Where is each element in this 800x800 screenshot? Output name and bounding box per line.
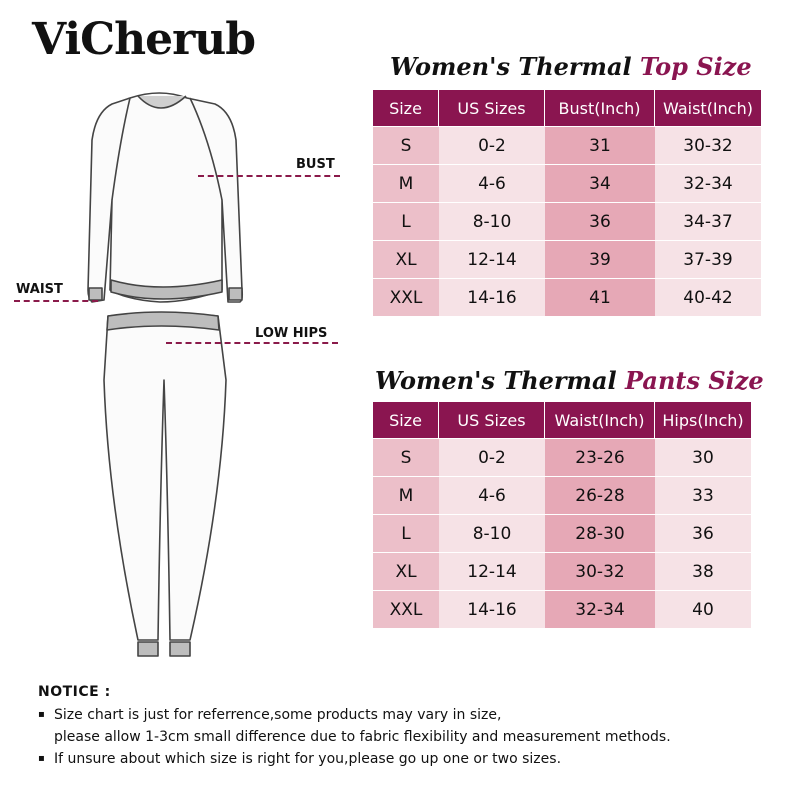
table-cell: 32-34 xyxy=(545,590,655,628)
notice-title: NOTICE : xyxy=(38,684,111,700)
table-cell: 41 xyxy=(545,278,655,316)
pants-table-header-row xyxy=(373,402,751,438)
table-cell: 28-30 xyxy=(545,514,655,552)
table-cell: 34-37 xyxy=(655,202,761,240)
table-cell: S xyxy=(373,126,439,164)
table-row xyxy=(373,240,761,278)
notice-text: Size chart is just for referrence,some products may vary in size, xyxy=(54,707,502,723)
low-hips-label: LOW HIPS xyxy=(255,326,328,341)
table-row xyxy=(373,438,751,476)
table-cell: M xyxy=(373,164,439,202)
column-header: Size xyxy=(373,402,439,438)
table-cell: 30-32 xyxy=(545,552,655,590)
table-cell: 8-10 xyxy=(439,202,545,240)
column-header: Waist(Inch) xyxy=(545,402,655,438)
column-header: Hips(Inch) xyxy=(655,402,751,438)
table-cell: 0-2 xyxy=(439,438,545,476)
top-size-title xyxy=(390,52,752,81)
top-table-header-row xyxy=(373,90,761,126)
bullet-icon: ▪ xyxy=(38,753,45,764)
column-header: Waist(Inch) xyxy=(655,90,761,126)
table-cell: 34 xyxy=(545,164,655,202)
table-cell: 30-32 xyxy=(655,126,761,164)
table-cell: 36 xyxy=(545,202,655,240)
low-hips-line xyxy=(166,342,338,344)
notice-item xyxy=(38,704,778,726)
table-row xyxy=(373,476,751,514)
waist-label: WAIST xyxy=(16,282,63,297)
bullet-icon: ▪ xyxy=(38,709,45,720)
table-cell: 38 xyxy=(655,552,751,590)
table-cell: 37-39 xyxy=(655,240,761,278)
pants-size-table xyxy=(373,402,751,628)
table-cell: 14-16 xyxy=(439,278,545,316)
column-header: Size xyxy=(373,90,439,126)
table-cell: S xyxy=(373,438,439,476)
table-cell: 12-14 xyxy=(439,552,545,590)
table-cell: XXL xyxy=(373,590,439,628)
brand-logo: ViCherub xyxy=(32,14,256,65)
top-table-body xyxy=(373,126,761,316)
table-cell: 23-26 xyxy=(545,438,655,476)
table-cell: 40 xyxy=(655,590,751,628)
table-row xyxy=(373,552,751,590)
pants-table-body xyxy=(373,438,751,628)
table-cell: 39 xyxy=(545,240,655,278)
table-cell: 4-6 xyxy=(439,476,545,514)
bust-line xyxy=(198,175,340,177)
notice-text: please allow 1-3cm small difference due to fabric flexibility and measurement methods. xyxy=(54,729,671,745)
pants-title-accent: Pants Size xyxy=(624,366,764,395)
bust-label: BUST xyxy=(296,157,335,172)
waist-line xyxy=(14,300,98,302)
table-cell: M xyxy=(373,476,439,514)
table-cell: 26-28 xyxy=(545,476,655,514)
table-row xyxy=(373,514,751,552)
notice-item xyxy=(38,748,778,770)
column-header: US Sizes xyxy=(439,90,545,126)
table-cell: XXL xyxy=(373,278,439,316)
table-cell: 33 xyxy=(655,476,751,514)
pants-size-title xyxy=(375,366,764,395)
table-cell: 31 xyxy=(545,126,655,164)
table-cell: 40-42 xyxy=(655,278,761,316)
table-row xyxy=(373,202,761,240)
column-header: US Sizes xyxy=(439,402,545,438)
table-row xyxy=(373,164,761,202)
table-row xyxy=(373,126,761,164)
column-header: Bust(Inch) xyxy=(545,90,655,126)
table-row xyxy=(373,278,761,316)
table-row xyxy=(373,590,751,628)
notice-item xyxy=(38,726,778,748)
notice-text: If unsure about which size is right for you,please go up one or two sizes. xyxy=(54,751,562,767)
table-cell: 4-6 xyxy=(439,164,545,202)
table-cell: 14-16 xyxy=(439,590,545,628)
table-cell: 32-34 xyxy=(655,164,761,202)
table-cell: L xyxy=(373,514,439,552)
top-title-accent: Top Size xyxy=(639,52,752,81)
table-cell: 12-14 xyxy=(439,240,545,278)
notice-section xyxy=(38,684,778,770)
top-title-prefix: Women's Thermal xyxy=(390,52,640,81)
table-cell: 8-10 xyxy=(439,514,545,552)
table-cell: XL xyxy=(373,240,439,278)
table-cell: 30 xyxy=(655,438,751,476)
table-cell: L xyxy=(373,202,439,240)
table-cell: 0-2 xyxy=(439,126,545,164)
table-cell: 36 xyxy=(655,514,751,552)
pants-title-prefix: Women's Thermal xyxy=(375,366,625,395)
table-cell: XL xyxy=(373,552,439,590)
top-size-table xyxy=(373,90,761,316)
